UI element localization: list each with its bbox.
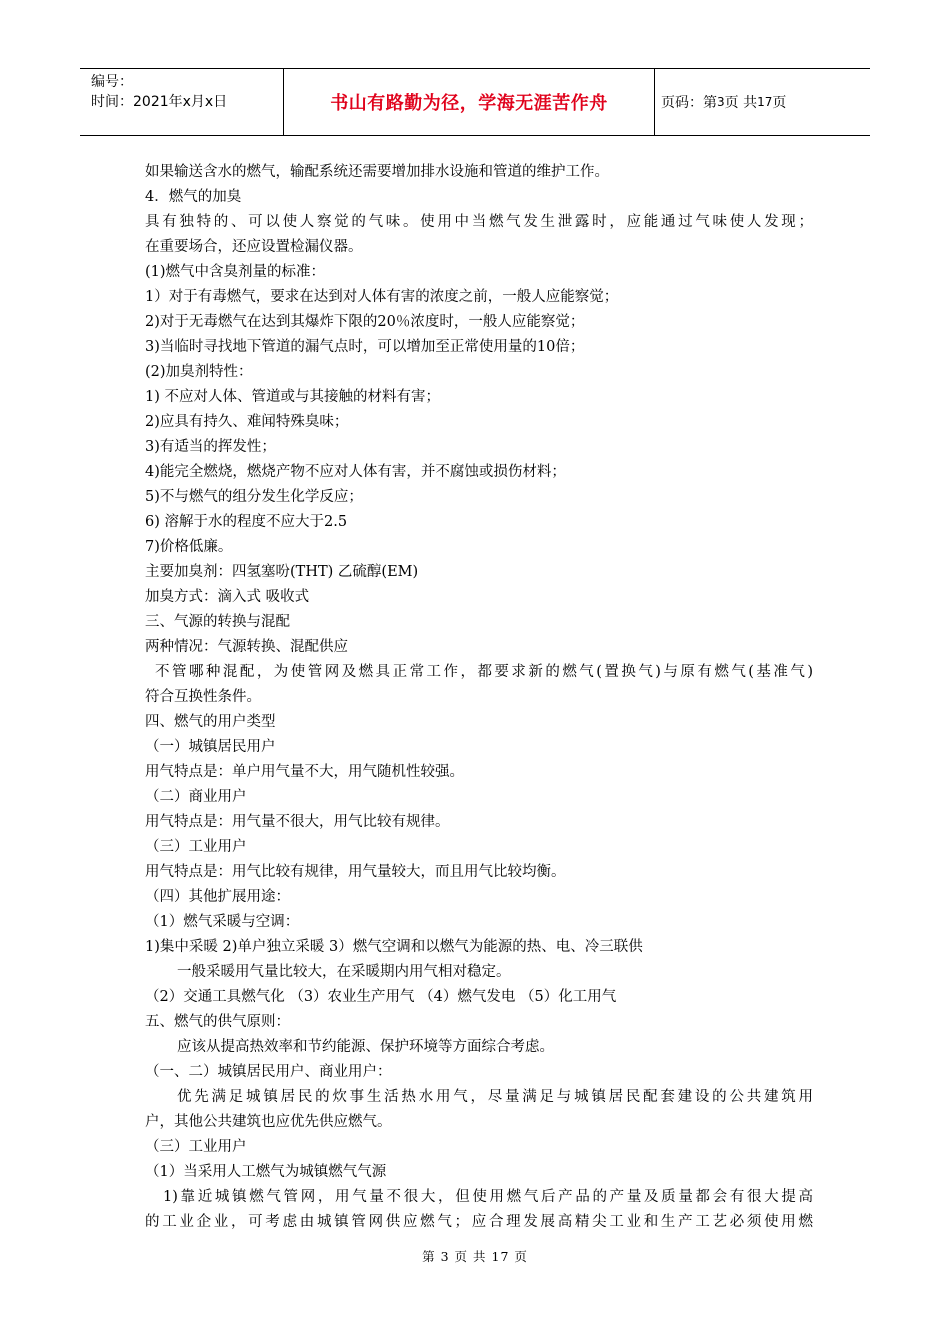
body-line: 1) 不应对人体、管道或与其接触的材料有害； (145, 389, 440, 405)
doc-code-label: 编号： (91, 74, 133, 90)
doc-time-label: 时间：2021年x月x日 (91, 94, 228, 110)
body-line: 一般采暖用气量比较大，在采暖期内用气相对稳定。 (177, 964, 511, 980)
header-motto: 书山有路勤为径，学海无涯苦作舟 (330, 93, 608, 114)
body-line: 在重要场合，还应设置检漏仪器。 (145, 239, 363, 255)
body-line: 应该从提高热效率和节约能源、保护环境等方面综合考虑。 (177, 1039, 554, 1055)
header-page-suffix: 页 (772, 95, 787, 111)
body-line: （三）工业用户 (145, 1139, 247, 1155)
body-line: 如果输送含水的燃气，输配系统还需要增加排水设施和管道的维护工作。 (145, 164, 609, 180)
footer-page-total: 17 (491, 1249, 510, 1264)
body-line: 四、燃气的用户类型 (145, 714, 276, 730)
body-line: 五、燃气的供气原则： (145, 1014, 290, 1030)
header-page-mid: 页 共 (724, 95, 758, 111)
body-line: 优先满足城镇居民的炊事生活热水用气，尽量满足与城镇居民配套建设的公共建筑用 (177, 1089, 813, 1105)
body-line: 具有独特的、可以使人察觉的气味。使用中当燃气发生泄露时，应能通过气味使人发现； (145, 214, 813, 230)
footer-prefix: 第 (422, 1249, 436, 1264)
footer-suffix: 页 (514, 1249, 528, 1264)
body-line: 4．燃气的加臭 (145, 189, 242, 205)
footer-mid: 页 共 (454, 1249, 487, 1264)
body-line: （一）城镇居民用户 (145, 739, 276, 755)
body-line: 三、气源的转换与混配 (145, 614, 290, 630)
body-line: 3)有适当的挥发性； (145, 439, 276, 455)
document-body (145, 160, 813, 1235)
body-line: （1）燃气采暖与空调： (145, 914, 300, 930)
body-line: (2)加臭剂特性： (145, 364, 253, 380)
header-page-total: 17 (757, 95, 773, 109)
header-page-cell (655, 69, 870, 135)
body-line: (1)燃气中含臭剂量的标准： (145, 264, 326, 280)
page-header (80, 68, 870, 136)
body-line: 符合互换性条件。 (145, 689, 261, 705)
body-line: （二）商业用户 (145, 789, 247, 805)
body-line: 主要加臭剂：四氢塞吩(THT) 乙硫醇(EM) (145, 564, 419, 580)
body-line: 2)应具有持久、难闻特殊臭味； (145, 414, 349, 430)
body-line: （一、二）城镇居民用户、商业用户： (145, 1064, 392, 1080)
body-line: （1）当采用人工燃气为城镇燃气气源 (145, 1164, 387, 1180)
body-line: 1)集中采暖 2)单户独立采暖 3）燃气空调和以燃气为能源的热、电、冷三联供 (145, 939, 643, 955)
body-line: 加臭方式：滴入式 吸收式 (145, 589, 310, 605)
body-line: （四）其他扩展用途： (145, 889, 290, 905)
body-line: 的工业企业，可考虑由城镇管网供应燃气；应合理发展高精尖工业和生产工艺必须使用燃 (145, 1214, 813, 1230)
body-line: 6) 溶解于水的程度不应大于2.5 (145, 514, 348, 530)
body-line: 5)不与燃气的组分发生化学反应； (145, 489, 363, 505)
body-line: （2）交通工具燃气化 （3）农业生产用气 （4）燃气发电 （5）化工用气 (145, 989, 617, 1005)
body-line: 4)能完全燃烧，燃烧产物不应对人体有害，并不腐蚀或损伤材料； (145, 464, 566, 480)
page-footer (0, 1247, 950, 1265)
header-page-prefix: 页码：第 (661, 95, 717, 111)
body-line: 1）对于有毒燃气，要求在达到对人体有害的浓度之前，一般人应能察觉； (145, 289, 619, 305)
footer-page-number: 3 (440, 1249, 450, 1264)
body-line: 户，其他公共建筑也应优先供应燃气。 (145, 1114, 392, 1130)
header-motto-cell (283, 69, 655, 135)
body-line: （三）工业用户 (145, 839, 247, 855)
body-line: 2)对于无毒燃气在达到其爆炸下限的20％浓度时，一般人应能察觉； (145, 314, 585, 330)
body-line: 3)当临时寻找地下管道的漏气点时，可以增加至正常使用量的10倍； (145, 339, 585, 355)
header-page-number: 3 (717, 95, 725, 109)
header-meta-cell (80, 69, 283, 135)
body-line: 1)靠近城镇燃气管网，用气量不很大，但使用燃气后产品的产量及质量都会有很大提高 (163, 1189, 813, 1205)
body-line: 用气特点是：单户用气量不大，用气随机性较强。 (145, 764, 464, 780)
body-line: 用气特点是：用气比较有规律，用气量较大，而且用气比较均衡。 (145, 864, 566, 880)
body-line: 7)价格低廉。 (145, 539, 233, 555)
body-line: 不管哪种混配，为使管网及燃具正常工作，都要求新的燃气(置换气)与原有燃气(基准气) (155, 664, 813, 680)
body-line: 两种情况：气源转换、混配供应 (145, 639, 348, 655)
body-line: 用气特点是：用气量不很大，用气比较有规律。 (145, 814, 450, 830)
